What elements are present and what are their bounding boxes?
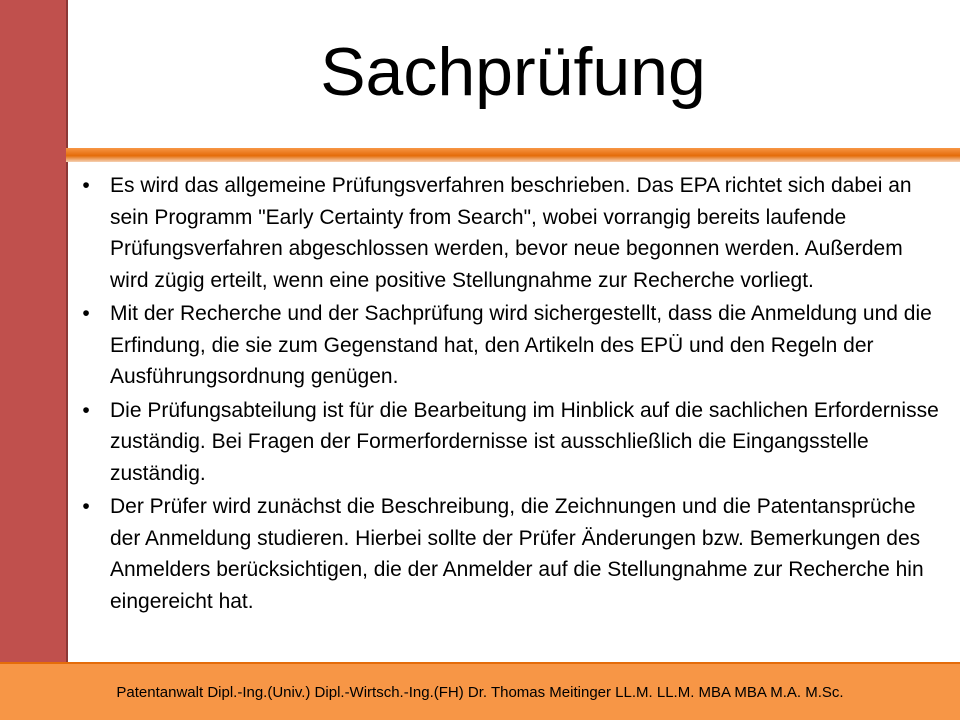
bullet-text: Mit der Recherche und der Sachprüfung wird sichergestellt, dass die Anmeldung und die Erfindung, die sie zum Gegenstand hat, den Artikeln des EPÜ und den Regeln der Ausführungsordnung genügen. bbox=[110, 302, 932, 388]
footer-text: Patentanwalt Dipl.-Ing.(Univ.) Dipl.-Wirtsch.-Ing.(FH) Dr. Thomas Meitinger LL.M. LL.M. MBA MBA M.A. M.Sc. bbox=[116, 683, 844, 701]
bullet-text: Die Prüfungsabteilung ist für die Bearbeitung im Hinblick auf die sachlichen Erfordernisse zuständig. Bei Fragen der Formerfordernisse ist ausschließlich die Eingangsstelle zuständig. bbox=[110, 398, 939, 485]
bullet-item bbox=[76, 491, 944, 617]
bullet-list bbox=[76, 170, 944, 617]
slide-content bbox=[76, 170, 944, 619]
bullet-item bbox=[76, 170, 944, 296]
title-divider bbox=[66, 148, 960, 162]
bullet-item bbox=[76, 298, 944, 393]
bullet-text: Es wird das allgemeine Prüfungsverfahren beschrieben. Das EPA richtet sich dabei an sein Programm "Early Certainty from Search", wobei vorrangig bereits laufende Prüfungsverfahren abgeschlossen werden, bevor neue begonnen werden. Außerdem wird zügig erteilt, wenn eine positive Stellungnahme zur Recherche vorliegt. bbox=[110, 174, 912, 292]
bullet-icon: • bbox=[82, 174, 90, 197]
bullet-icon: • bbox=[82, 495, 90, 518]
bullet-item bbox=[76, 395, 944, 490]
bullet-text: Der Prüfer wird zunächst die Beschreibung, die Zeichnungen und die Patentansprüche der Anmeldung studieren. Hierbei sollte der Prüfer Änderungen bzw. Bemerkungen des Anmelders berücksichtigen, die der Anmelder auf die Stellungnahme zur Recherche hin eingereicht hat. bbox=[110, 495, 924, 613]
bullet-icon: • bbox=[82, 302, 90, 325]
left-accent-bar bbox=[0, 0, 68, 664]
slide-title: Sachprüfung bbox=[320, 34, 706, 110]
bullet-icon: • bbox=[82, 398, 90, 422]
footer-bar bbox=[0, 662, 960, 720]
